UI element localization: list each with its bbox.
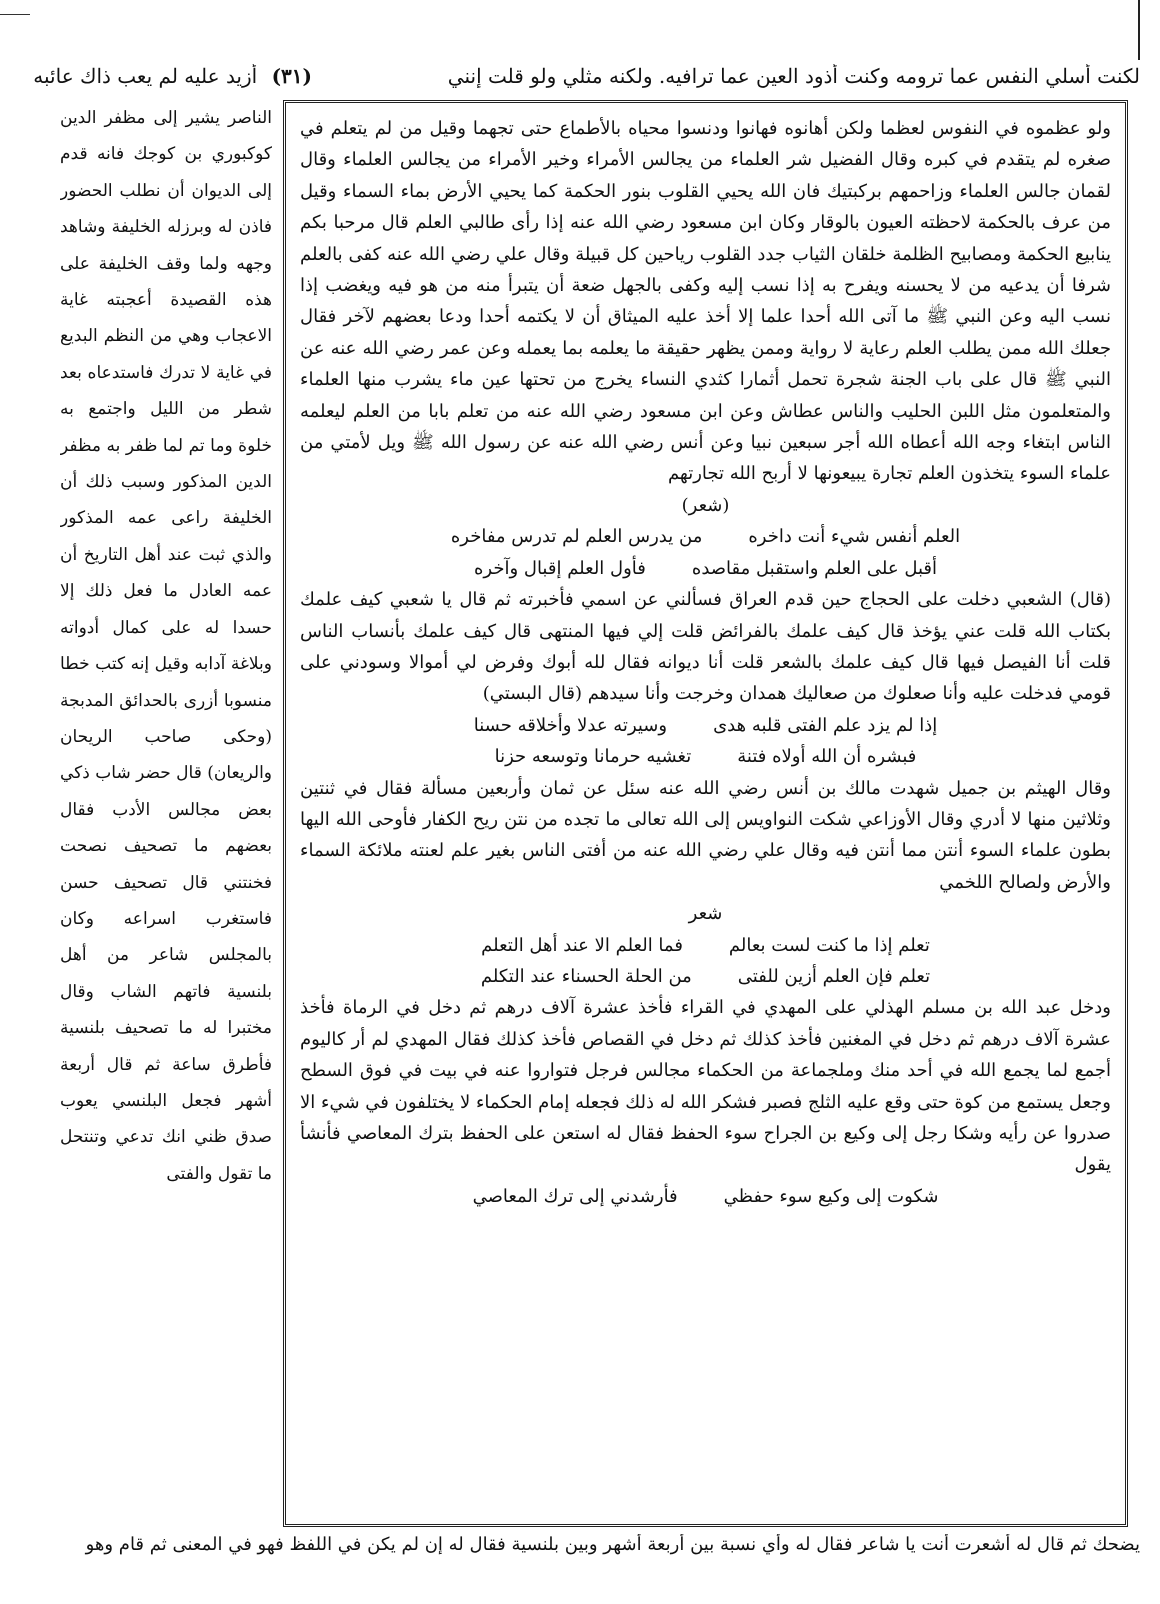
page-number: (٣١)	[271, 64, 312, 88]
verse-3	[300, 710, 1111, 741]
verse-4-first-hemistich: فبشره أن الله أولاه فتنة	[737, 746, 917, 768]
page-header	[14, 62, 1140, 96]
verse-7-second-hemistich: فأرشدني إلى ترك المعاصي	[472, 1185, 678, 1207]
verse-7	[300, 1181, 1111, 1212]
poem-label-1: (شعر)	[681, 494, 730, 516]
main-text	[300, 113, 1111, 1212]
top-left-mark	[0, 14, 30, 15]
page-footer	[14, 1534, 1140, 1568]
verse-3-first-hemistich: إذا لم يزد علم الفتى قلبه هدى	[713, 714, 938, 736]
header-right-text: لكنت أسلي النفس عما ترومه وكنت أذود العين عما ترافيه. ولكنه مثلي ولو قلت إنني	[447, 64, 1140, 88]
verse-5-second-hemistich: فما العلم الا عند أهل التعلم	[481, 934, 683, 956]
verse-7-first-hemistich: شكوت إلى وكيع سوء حفظي	[723, 1185, 939, 1207]
verse-1-first-hemistich: العلم أنفس شيء أنت داخره	[748, 526, 961, 548]
right-edge-rule	[1138, 0, 1140, 60]
paragraph-1: ولو عظموه في النفوس لعظما ولكن أهانوه فهانوا ودنسوا محياه بالأطماع حتى تجهما وقيل من لم يتعلم في صغره لم يتقدم في كبره وقال الفضيل شر العلماء من يجالس الأمراء وخير الأمراء من يجالس العلماء وقال لقمان جالس العلماء وزاحمهم بركبتيك فان الله يحيي القلوب بنور الحكمة كما يحيي الأرض بماء السماء وقيل من عرف بالحكمة لاحظته العيون بالوقار وكان ابن مسعود رضي الله عنه إذا رأى طالبي العلم قال مرحبا بكم ينابيع الحكمة ومصابيح الظلمة خلقان الثياب جدد القلوب رياحين كل قبيلة وقال علي رضي الله عنه كفى بالعلم شرفا أن يدعيه من لا يحسنه ويفرح به إذا نسب إليه وكفى بالجهل ضعة أن يتبرأ منه من هو فيه ويغضب إذا نسب اليه وعن النبي ﷺ ما آتى الله أحدا علما إلا أخذ عليه الميثاق أن لا يكتمه أحدا ودعا بعضهم لآخر فقال جعلك الله ممن يطلب العلم رعاية لا رواية وممن يظهر حقيقة ما يعلمه بما يعمله وعن عمر رضي الله عنه عن النبي ﷺ قال على باب الجنة شجرة تحمل أثمارا كثدي النساء يخرج من تحتها عين ماء يشرب منها العلماء والمتعلمون مثل اللبن الحليب والناس عطاش وعن ابن مسعود رضي الله عنه من تعلم بابا من العلم ليعلمه الناس ابتغاء وجه الله أعطاه الله أجر سبعين نبيا وعن أنس رضي الله عنه عن رسول الله ﷺ ويل لأمتي من علماء السوء يتخذون العلم تجارة يبيعونها لا أربح الله تجارتهم	[300, 118, 1111, 485]
margin-commentary	[60, 100, 272, 1527]
main-text-frame	[283, 100, 1128, 1527]
verse-6-first-hemistich: تعلم فإن العلم أزين للفتى	[737, 965, 931, 987]
verse-2-first-hemistich: أقبل على العلم واستقبل مقاصده	[691, 557, 938, 579]
verse-5	[300, 930, 1111, 961]
verse-5-first-hemistich: تعلم إذا ما كنت لست بعالم	[728, 934, 930, 956]
verse-4	[300, 741, 1111, 772]
paragraph-3: وقال الهيثم بن جميل شهدت مالك بن أنس رضي الله عنه سئل عن ثمان وأربعين مسألة فقال في ثنتين وثلاثين منها لا أدري وقال الأوزاعي شكت النواويس إلى الله تعالى ما تجده من نتن ريح الكفار فأوحى الله اليها بطون علماء السوء أنتن مما أنتن فيه وقال علي رضي الله عنه من أفتى الناس بغير علم لعنته ملائكة السماء والأرض ولصالح اللخمي	[300, 777, 1111, 893]
header-right	[330, 64, 1140, 88]
paragraph-2: (قال) الشعبي دخلت على الحجاج حين قدم العراق فسألني عن اسمي فأخبرته ثم قال يا شعبي كيف علمك بكتاب الله قلت عني يؤخذ قال كيف علمك بالفرائض قلت إلي فيها المنتهى قال كيف علمك بأنساب الناس قلت أنا الفيصل فيها قال كيف علمك بالشعر قلت أنا ديوانه فقال لله أبوك وفرض لي أموالا وسودني على قومي فدخلت عليه وأنا صعلوك من صعاليك همدان وخرجت وأنا سيدهم (قال البستي)	[300, 589, 1111, 705]
verse-1-second-hemistich: من يدرس العلم لم تدرس مفاخره	[450, 526, 703, 548]
verse-4-second-hemistich: تغشيه حرمانا وتوسعه حزنا	[494, 746, 692, 768]
poem-label-2: شعر	[688, 903, 723, 925]
verse-2	[300, 553, 1111, 584]
header-left	[14, 64, 320, 88]
verse-2-second-hemistich: فأول العلم إقبال وآخره	[473, 557, 646, 579]
verse-3-second-hemistich: وسيرته عدلا وأخلاقه حسنا	[473, 714, 668, 736]
paragraph-4: ودخل عبد الله بن مسلم الهذلي على المهدي في القراء فأخذ عشرة آلاف درهم ثم دخل في الرماة فأخذ عشرة آلاف درهم ثم دخل في المغنين فأخذ كذلك ثم دخل في القصاص فأخذ كذلك فقال المهدي لم أر كاليوم أجمع لما يجمع الله في أحد منك وملجماعة من الحكماء مجالس فرجل فتواروا عنه في بيت في فوق السطح وجعل يستمع من كوة حتى وقع عليه الثلج فصبر فشكر الله له ذلك فجعله إمام الحكماء لا يختلفون في شيء الا صدروا عن رأيه وشكا رجل إلى وكيع بن الجراح سوء الحفظ فقال له استعن على الحفظ بترك المعاصي فأنشأ يقول	[300, 997, 1111, 1176]
verse-6	[300, 961, 1111, 992]
header-left-text: أزيد عليه لم يعب ذاك عائبه	[33, 64, 258, 88]
verse-1	[300, 521, 1111, 552]
margin-text: الناصر يشير إلى مظفر الدين كوكبوري بن كوجك فانه قدم إلى الديوان أن نطلب الحضور فاذن له وبرزله الخليفة وشاهد وجهه ولما وقف الخليفة على هذه القصيدة أعجبته غاية الاعجاب وهي من النظم البديع في غاية لا تدرك فاستدعاه بعد شطر من الليل واجتمع به خلوة وما تم لما ظفر به مظفر الدين المذكور وسبب ذلك أن الخليفة راعى عمه المذكور والذي ثبت عند أهل التاريخ أن عمه العادل ما فعل ذلك إلا حسدا له على كمال أدواته وبلاغة آدابه وقيل إنه كتب خطا منسوبا أزرى بالحدائق المدبجة (وحكى صاحب الريحان والريعان) قال حضر شاب ذكي بعض مجالس الأدب فقال بعضهم ما تصحيف نصحت فخنتني قال تصحيف حسن فاستغرب اسراعه وكان بالمجلس شاعر من أهل بلنسية فاتهم الشاب وقال مختبرا له ما تصحيف بلنسية فأطرق ساعة ثم قال أربعة أشهر فجعل البلنسي يعوب صدق ظني انك تدعي وتنتحل ما تقول والفتى	[60, 108, 272, 1184]
footer-text: يضحك ثم قال له أشعرت أنت يا شاعر فقال له وأي نسبة بين أربعة أشهر وبين بلنسية فقال له إن لم يكن في اللفظ فهو في المعنى ثم قام وهو	[85, 1534, 1140, 1555]
verse-6-second-hemistich: من الحلة الحسناء عند التكلم	[480, 965, 692, 987]
